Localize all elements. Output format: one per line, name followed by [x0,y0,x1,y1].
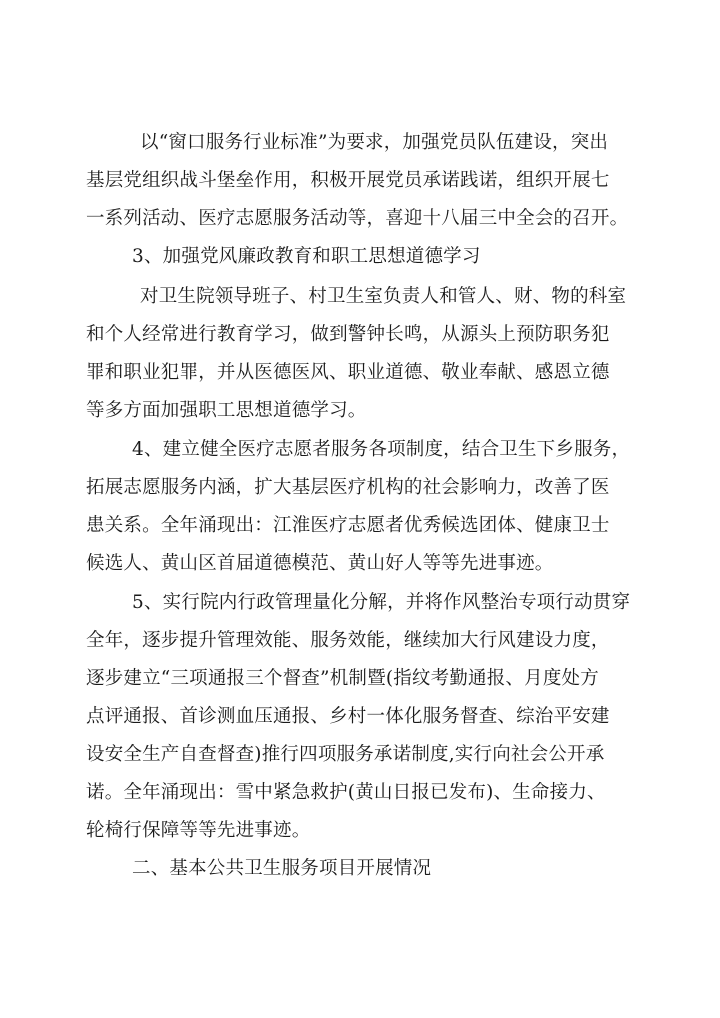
paragraph-line: 诺。全年涌现出：雪中紧急救护(黄山日报已发布)、生命接力、 [86,782,606,803]
paragraph-line: 5、实行院内行政管理量化分解，并将作风整治专项行动贯穿 [132,592,631,613]
paragraph-line: 患关系。全年涌现出：江淮医疗志愿者优秀候选团体、健康卫士 [86,515,610,536]
paragraph-line: 逐步建立“三项通报三个督查”机制暨(指纹考勤通报、月度处方 [86,668,599,689]
paragraph-line: 罪和职业犯罪，并从医德医风、职业道德、敬业奉献、感恩立德 [86,362,610,383]
section-heading: 二、基本公共卫生服务项目开展情况 [132,858,432,879]
section-heading: 3、加强党风廉政教育和职工思想道德学习 [132,246,481,267]
paragraph-line: 拓展志愿服务内涵，扩大基层医疗机构的社会影响力，改善了医 [86,477,610,498]
paragraph-line: 对卫生院领导班子、村卫生室负责人和管人、财、物的科室 [140,286,627,307]
paragraph-line: 基层党组织战斗堡垒作用，积极开展党员承诺践诺，组织开展七 [86,170,610,191]
paragraph-line: 4、建立健全医疗志愿者服务各项制度，结合卫生下乡服务， [132,439,631,460]
paragraph-line: 一系列活动、医疗志愿服务活动等，喜迎十八届三中全会的召开。 [86,208,629,229]
paragraph-line: 设安全生产自查督查)推行四项服务承诺制度,实行向社会公开承 [86,744,605,765]
paragraph-line: 和个人经常进行教育学习，做到警钟长鸣，从源头上预防职务犯 [86,324,610,345]
paragraph-line: 全年，逐步提升管理效能、服务效能，继续加大行风建设力度， [86,630,610,651]
paragraph-line: 点评通报、首诊测血压通报、乡村一体化服务督查、综治平安建 [86,706,610,727]
paragraph-line: 以“窗口服务行业标准”为要求，加强党员队伍建设，突出 [140,132,609,153]
paragraph-line: 轮椅行保障等等先进事迹。 [86,820,311,841]
paragraph-line: 等多方面加强职工思想道德学习。 [86,400,367,421]
paragraph-line: 候选人、黄山区首届道德模范、黄山好人等等先进事迹。 [86,553,554,574]
